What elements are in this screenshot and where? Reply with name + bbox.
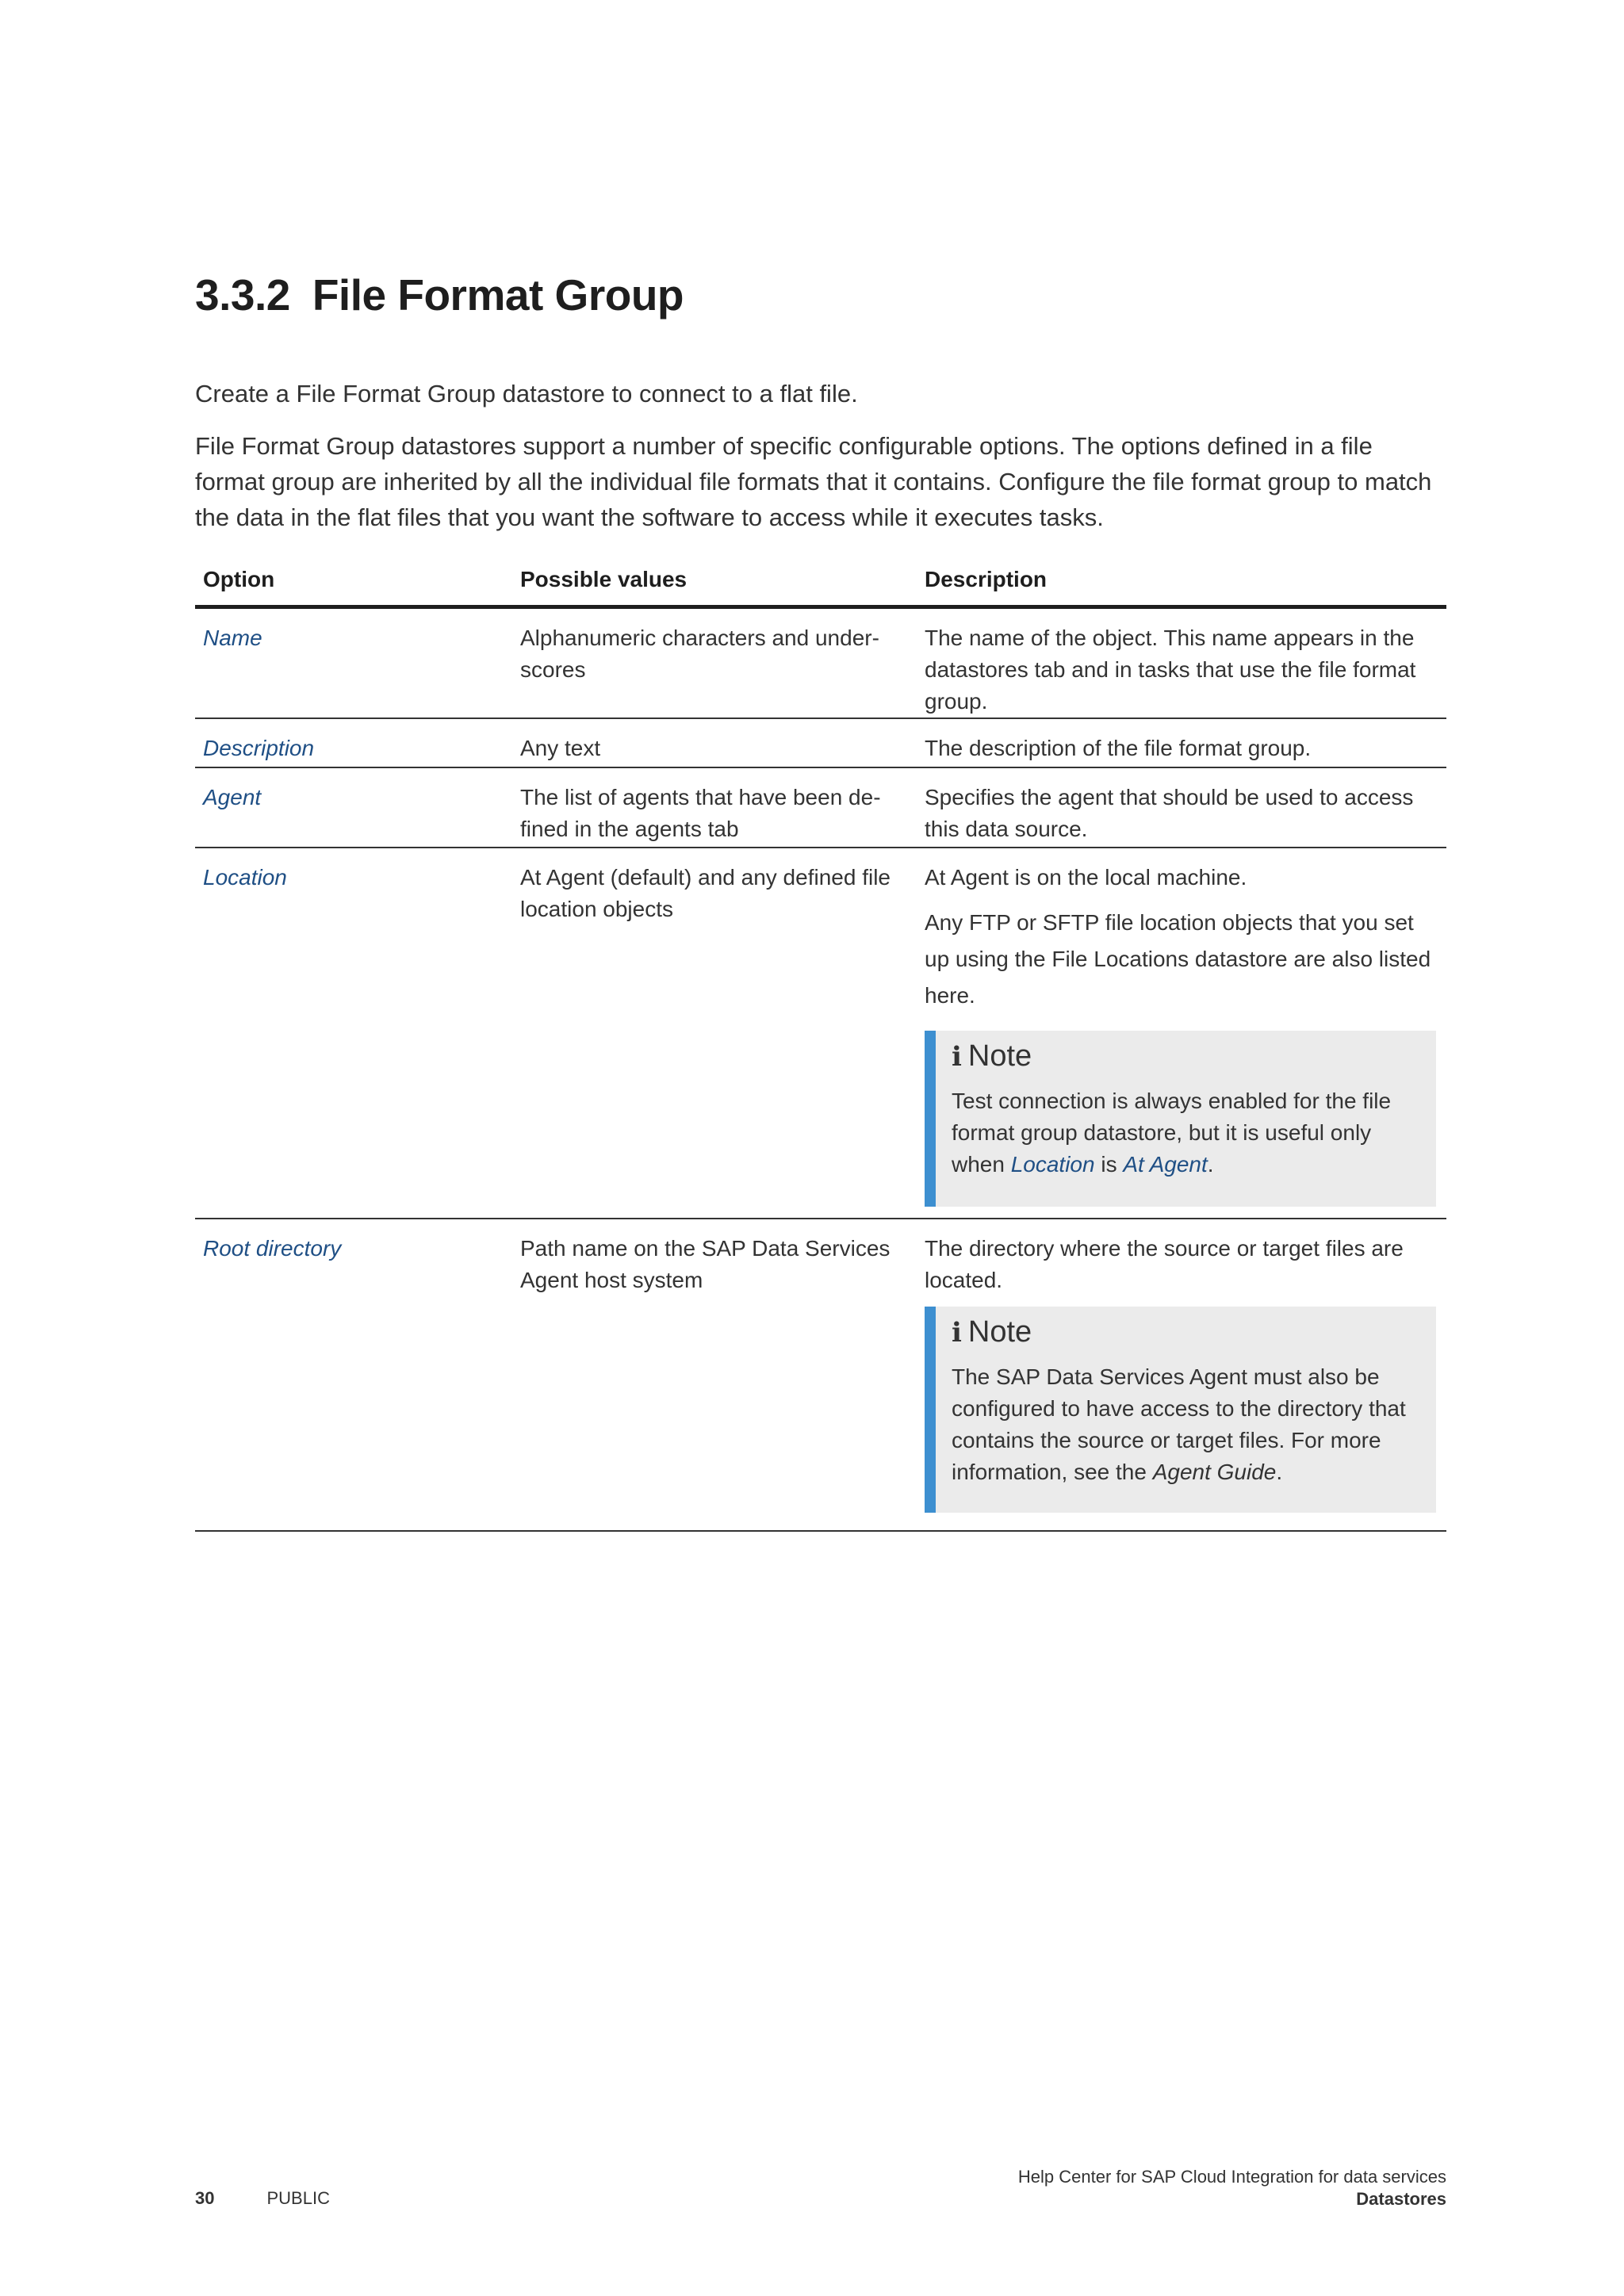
description-root-directory: The directory where the source or target files are located. <box>925 1236 1404 1292</box>
section-number: 3.3.2 <box>195 270 290 320</box>
table-row-agent <box>195 768 1446 848</box>
description-description: The description of the file format group. <box>925 736 1312 760</box>
note-text: The SAP Data Services Agent must also be configured to have access to the directory that contains the source or target files. For more information, see the Agent Guide. <box>952 1364 1406 1484</box>
section-heading <box>195 270 684 320</box>
values-root-directory: Path name on the SAP Data Services Agent host system <box>520 1236 891 1292</box>
note-text: Test connection is always enabled for the file format group datastore, but it is useful only when Location is At Agent. <box>952 1089 1392 1177</box>
values-location: At Agent (default) and any defined file location objects <box>520 865 891 921</box>
page-number: 30 <box>195 2188 215 2208</box>
values-description: Any text <box>520 736 601 760</box>
description-location <box>925 862 1440 1028</box>
description-name: The name of the object. This name appears in the datastores tab and in tasks that use the file format group. <box>925 626 1416 714</box>
description-paragraph: File Format Group datastores support a number of specific configurable options. The options defined in a file format group are inherited by all the individual file formats that it contains. Configure the file format group to match the data in the flat files that you want the software to access while it executes tasks. <box>195 432 1432 531</box>
footer-left <box>195 2188 330 2209</box>
location-note <box>925 1031 1436 1207</box>
values-name: Alphanumeric characters and underscores <box>520 626 879 682</box>
info-icon: i <box>952 1041 962 1073</box>
description-agent: Specifies the agent that should be used to access this data source. <box>925 785 1414 841</box>
section-name: Datastores <box>1356 2189 1446 2209</box>
agent-guide-reference: Agent Guide <box>1152 1460 1277 1484</box>
intro-text: Create a File Format Group datastore to connect to a flat file. <box>195 380 858 408</box>
table-row-description <box>195 719 1446 768</box>
header-option: Option <box>203 567 275 591</box>
header-description: Description <box>925 567 1048 591</box>
option-name: Name <box>203 626 262 650</box>
header-possible-values: Possible values <box>520 567 688 591</box>
document-title: Help Center for SAP Cloud Integration for data services <box>1017 2167 1446 2187</box>
at-agent-link[interactable]: At Agent <box>1123 1152 1208 1177</box>
values-agent: The list of agents that have been defined in the agents tab <box>520 785 881 841</box>
info-icon: i <box>952 1317 962 1349</box>
option-description: Description <box>203 736 315 760</box>
table-header <box>195 560 1446 609</box>
footer-right <box>1018 2166 1446 2210</box>
table-row-location <box>195 848 1446 1219</box>
note-title: i Note <box>952 1315 1032 1349</box>
option-root-directory: Root directory <box>203 1236 342 1261</box>
option-agent: Agent <box>203 785 262 809</box>
section-title: File Format Group <box>312 270 684 320</box>
options-table <box>195 560 1446 1532</box>
location-desc-2: Any FTP or SFTP file location objects that you set up using the File Locations datastore are also listed here. <box>925 910 1431 1008</box>
classification: PUBLIC <box>266 2188 330 2208</box>
root-directory-note <box>925 1307 1436 1513</box>
location-desc-1: At Agent is on the local machine. <box>925 865 1247 890</box>
note-title: i Note <box>952 1039 1032 1073</box>
table-row-root-directory <box>195 1219 1446 1532</box>
table-row-name <box>195 609 1446 719</box>
option-location: Location <box>203 865 287 890</box>
location-link[interactable]: Location <box>1010 1152 1095 1177</box>
